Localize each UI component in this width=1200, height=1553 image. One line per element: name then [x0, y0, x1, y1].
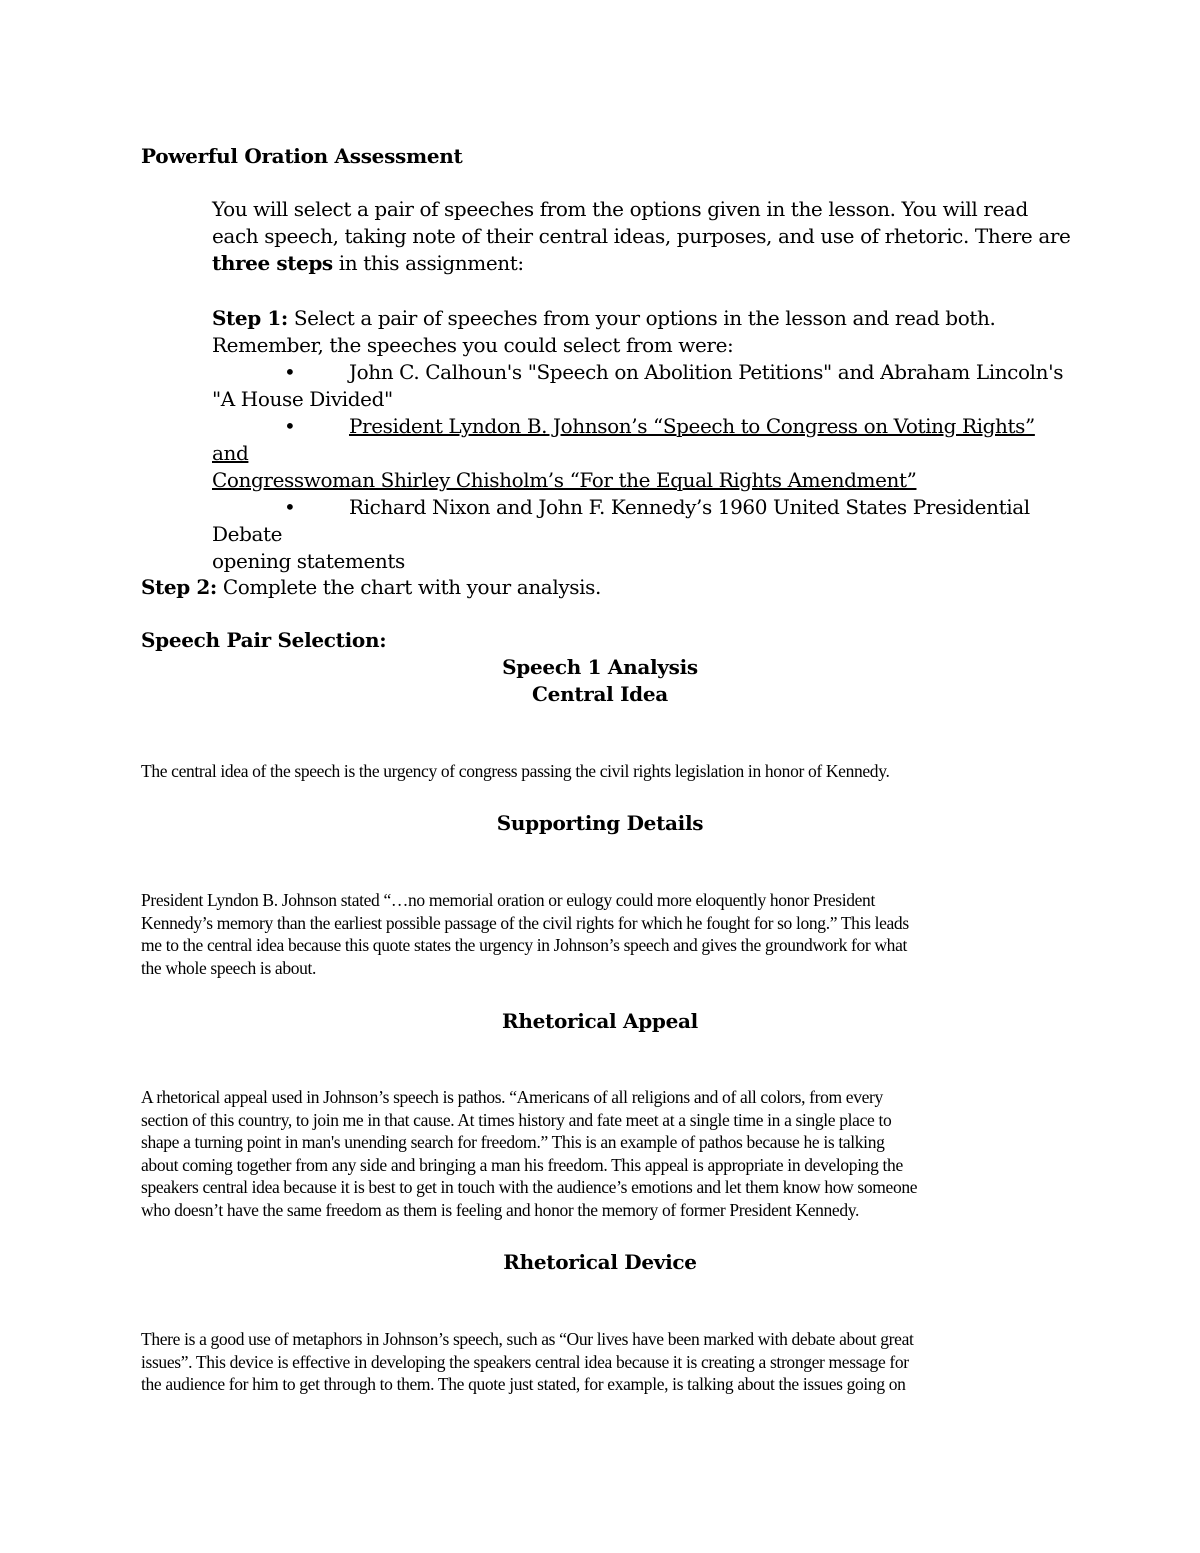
- option-text: Richard Nixon and John F. Kennedy’s 1960 United States Presidential: [349, 495, 1030, 519]
- bullet: •: [284, 414, 296, 438]
- step2-line: [141, 575, 601, 599]
- intro-paragraph: [212, 196, 1072, 277]
- intro-text: in this assignment:: [332, 251, 524, 275]
- speech-option: [212, 494, 1072, 575]
- intro-line: each speech, taking note of their central ideas, purposes, and use of rhetoric. There are: [212, 224, 1071, 248]
- text-line: shape a turning point in man's unending search for freedom.” This is an example of pathos because he is talking: [141, 1132, 885, 1153]
- step1-remember: Remember, the speeches you could select from were:: [212, 333, 734, 357]
- supporting-details-text: [141, 889, 1061, 979]
- option-text: "A House Divided": [212, 387, 393, 411]
- option-text: John C. Calhoun's "Speech on Abolition Petitions" and Abraham Lincoln's: [349, 360, 1064, 384]
- intro-line: You will select a pair of speeches from the options given in the lesson. You will read: [212, 197, 1028, 221]
- option-text: President Lyndon B. Johnson’s “Speech to Congress on Voting Rights” and: [212, 414, 1035, 465]
- rhetorical-appeal-heading: Rhetorical Appeal: [502, 1009, 698, 1033]
- step2-text: Complete the chart with your analysis.: [216, 575, 601, 599]
- option-text: Congresswoman Shirley Chisholm’s “For the Equal Rights Amendment”: [212, 468, 917, 492]
- text-line: the whole speech is about.: [141, 957, 317, 978]
- document-title: Powerful Oration Assessment: [141, 144, 463, 168]
- text-line: me to the central idea because this quote states the urgency in Johnson’s speech and gives the groundwork for what: [141, 935, 908, 956]
- text-line: who doesn’t have the same freedom as them is feeling and honor the memory of former President Kennedy.: [141, 1199, 860, 1220]
- central-idea-text: The central idea of the speech is the urgency of congress passing the civil rights legislation in honor of Kennedy.: [141, 761, 890, 781]
- speech-pair-selection-label: Speech Pair Selection:: [141, 628, 387, 652]
- analysis-heading: Speech 1 Analysis: [502, 655, 698, 679]
- intro-bold-text: three steps: [212, 251, 333, 275]
- text-line: President Lyndon B. Johnson stated “…no memorial oration or eulogy could more eloquently honor President: [141, 890, 875, 910]
- text-line: speakers central idea because it is best to get in touch with the audience’s emotions and let them know how someone: [141, 1177, 918, 1198]
- intro-line: [212, 250, 1072, 277]
- step2-label: Step 2:: [141, 575, 217, 599]
- text-line: issues”. This device is effective in developing the speakers central idea because it is creating a stronger message for: [141, 1351, 909, 1372]
- bullet: •: [284, 495, 296, 519]
- text-line: There is a good use of metaphors in Johnson’s speech, such as “Our lives have been marked with debate about great: [141, 1329, 914, 1349]
- text-line: Kennedy’s memory than the earliest possible passage of the civil rights for which he fought for so long.” This leads: [141, 912, 909, 933]
- central-idea-heading: Central Idea: [532, 682, 668, 706]
- text-line: section of this country, to join me in that cause. At times history and fate meet at a single time in a single place to: [141, 1109, 892, 1130]
- option-text: opening statements: [212, 549, 405, 573]
- option-text: Debate: [212, 522, 283, 546]
- step1-line: [212, 305, 1072, 332]
- rhetorical-device-text: [141, 1328, 1061, 1396]
- text-line: the audience for him to get through to them. The quote just stated, for example, is talking about the issues going on: [141, 1374, 906, 1395]
- speech-option-selected: [212, 413, 1072, 494]
- step1-label: Step 1:: [212, 306, 288, 330]
- speech-option: [212, 359, 1072, 413]
- bullet: •: [284, 360, 296, 384]
- text-line: A rhetorical appeal used in Johnson’s speech is pathos. “Americans of all religions and of all colors, from every: [141, 1087, 883, 1107]
- step1-text: Select a pair of speeches from your options in the lesson and read both.: [287, 306, 996, 330]
- rhetorical-appeal-text: [141, 1086, 1061, 1222]
- text-line: about coming together from any side and bringing a man his freedom. This appeal is appropriate in developing the: [141, 1154, 903, 1175]
- rhetorical-device-heading: Rhetorical Device: [503, 1250, 697, 1274]
- supporting-details-heading: Supporting Details: [496, 811, 704, 835]
- step1-section: [212, 305, 1072, 575]
